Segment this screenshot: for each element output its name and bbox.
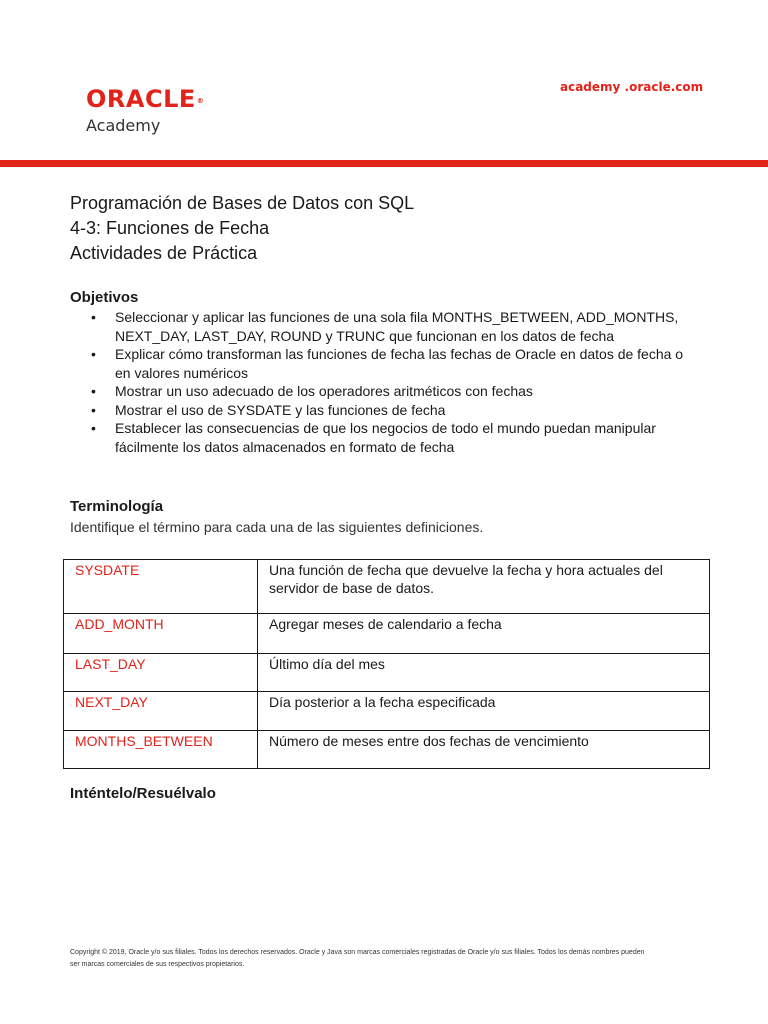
academy-wordmark: Academy — [86, 116, 161, 135]
document-titles — [70, 191, 414, 266]
objective-item: • Seleccionar y aplicar las funciones de una sola fila MONTHS_BETWEEN, ADD_MONTHS, NEXT_DAY, LAST_DAY, ROUND y TRUNC que funcionan en los datos de fecha — [88, 308, 688, 345]
definition-cell: Último día del mes — [258, 654, 710, 692]
copyright-footer — [70, 947, 695, 971]
objectives-heading: Objetivos — [70, 289, 139, 306]
terminology-intro: Identifique el término para cada una de las siguientes definiciones. — [70, 519, 484, 535]
table-row — [64, 614, 710, 654]
activity-title: Actividades de Práctica — [70, 243, 258, 263]
definition-cell: Número de meses entre dos fechas de vencimiento — [258, 731, 710, 769]
objective-item: • Explicar cómo transforman las funciones de fecha las fechas de Oracle en datos de fecha o en valores numéricos — [88, 345, 688, 382]
definition-cell: Día posterior a la fecha especificada — [258, 692, 710, 731]
table-row — [64, 560, 710, 614]
table-row — [64, 731, 710, 769]
definition-cell: Una función de fecha que devuelve la fecha y hora actuales del servidor de base de datos. — [258, 560, 710, 614]
oracle-wordmark: ORACLE® — [86, 85, 205, 113]
site-url: academy .oracle.com — [560, 80, 704, 94]
header-divider-band — [0, 160, 768, 167]
terminology-heading: Terminología — [70, 498, 164, 515]
objective-item: • Mostrar un uso adecuado de los operadores aritméticos con fechas — [88, 382, 688, 401]
objectives-list — [88, 308, 688, 456]
term-cell: NEXT_DAY — [64, 692, 258, 731]
course-title: Programación de Bases de Datos con SQL — [70, 193, 415, 213]
objective-item: • Mostrar el uso de SYSDATE y las funciones de fecha — [88, 401, 688, 420]
table-row — [64, 654, 710, 692]
lesson-title: 4-3: Funciones de Fecha — [70, 218, 270, 238]
term-cell: ADD_MONTH — [64, 614, 258, 654]
try-it-heading: Inténtelo/Resuélvalo — [70, 785, 216, 802]
registered-mark: ® — [196, 97, 205, 105]
objective-item: • Establecer las consecuencias de que los negocios de todo el mundo puedan manipular fácilmente los datos almacenados en formato de fecha — [88, 419, 688, 456]
terminology-table — [63, 559, 710, 769]
term-cell: LAST_DAY — [64, 654, 258, 692]
copyright-line-1: Copyright © 2019, Oracle y/o sus filiales. Todos los derechos reservados. Oracle y Java son marcas comerciales registradas de Oracle y/o sus filiales. Todos los demás nombres pueden — [70, 949, 645, 956]
oracle-academy-logo — [86, 86, 204, 135]
table-row — [64, 692, 710, 731]
term-cell: SYSDATE — [64, 560, 258, 614]
term-cell: MONTHS_BETWEEN — [64, 731, 258, 769]
definition-cell: Agregar meses de calendario a fecha — [258, 614, 710, 654]
copyright-line-2: ser marcas comerciales de sus respectivos propietarios. — [70, 961, 245, 968]
